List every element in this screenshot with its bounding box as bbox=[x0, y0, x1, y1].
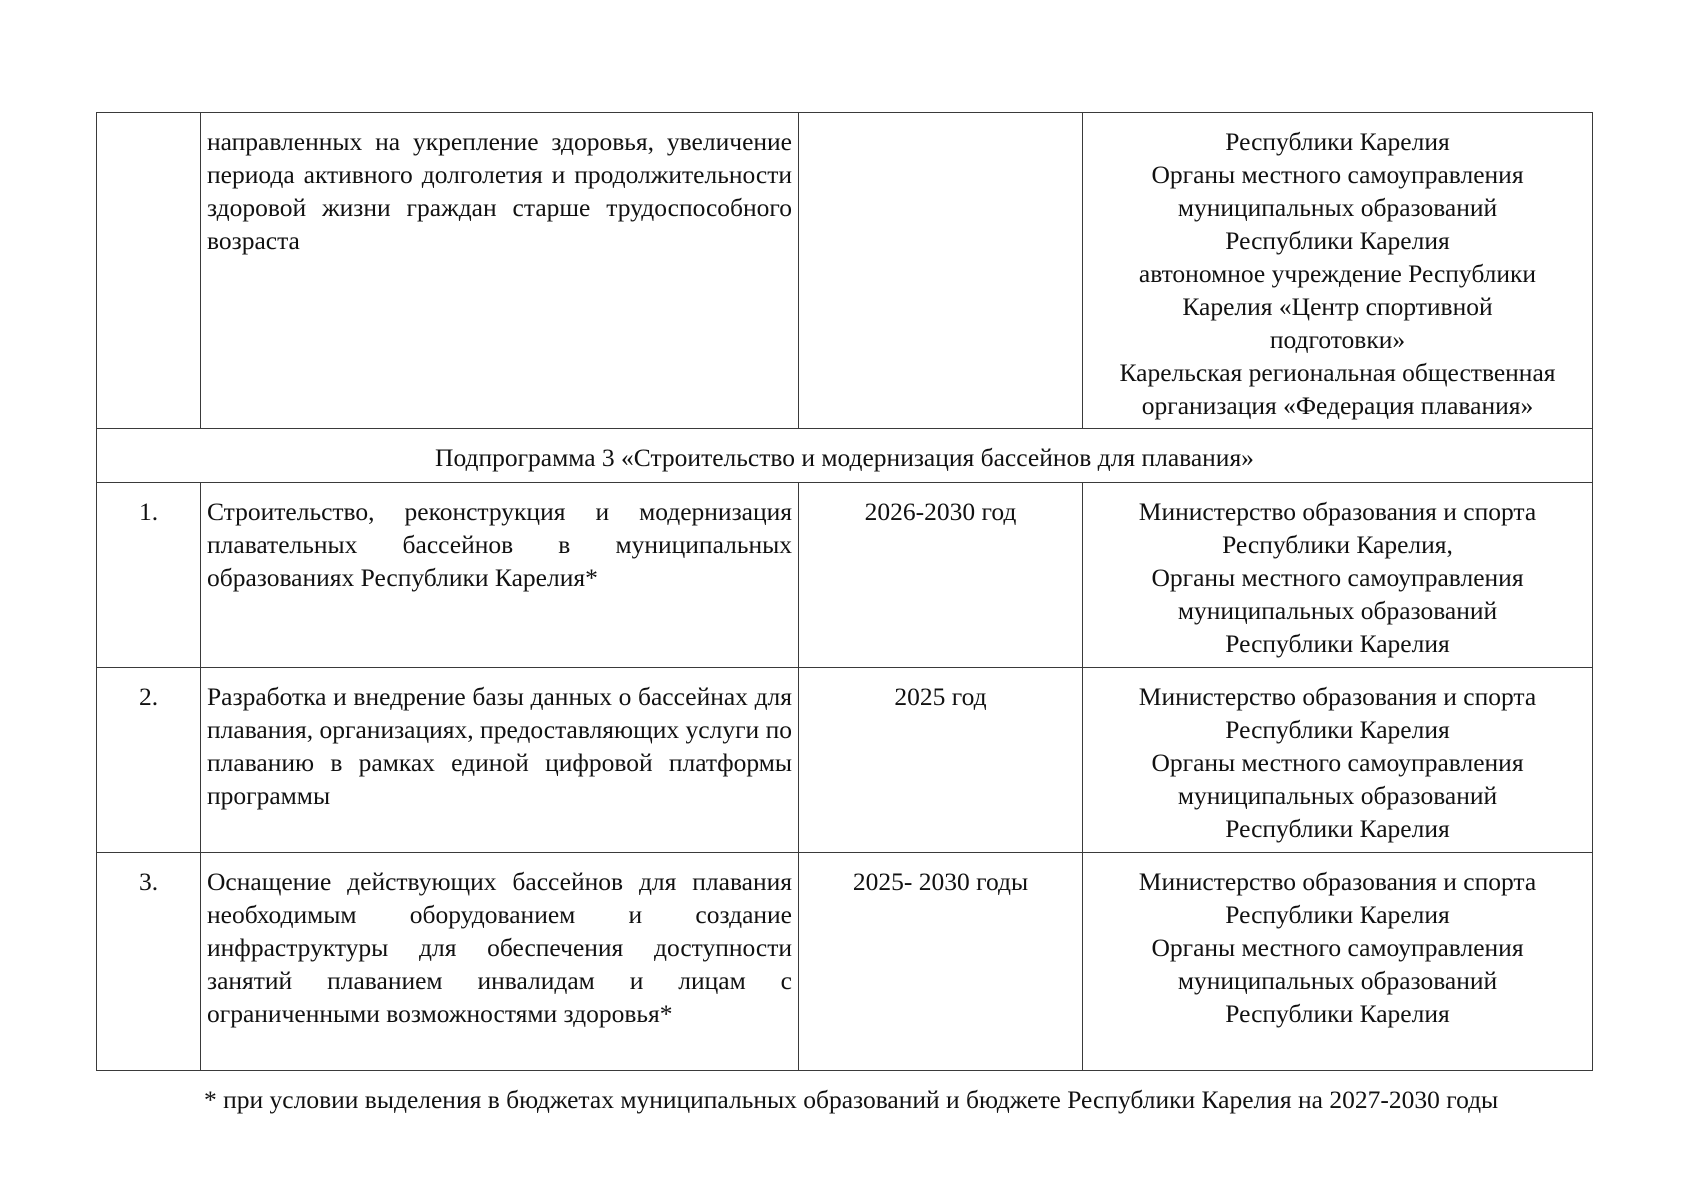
responsible-line: Республики Карелия bbox=[1225, 629, 1450, 658]
responsible-line: Республики Карелия, bbox=[1222, 530, 1453, 559]
term-cell: 2026-2030 год bbox=[799, 483, 1083, 668]
responsible-line: Органы местного самоуправления bbox=[1151, 160, 1524, 189]
table-row bbox=[97, 853, 1593, 1071]
term-cell: 2025- 2030 годы bbox=[799, 853, 1083, 1071]
responsible-line: автономное учреждение Республики bbox=[1138, 259, 1537, 288]
responsible-cell bbox=[1083, 483, 1593, 668]
responsible-line: Органы местного самоуправления bbox=[1151, 563, 1524, 592]
measure-text-cell: Разработка и внедрение базы данных о бассейнах для плавания, организациях, предоставляющих услуги по плаванию в рамках единой цифровой платформы программы bbox=[201, 668, 799, 853]
row-number-cell: 2. bbox=[97, 668, 201, 853]
responsible-line: организация «Федерация плавания» bbox=[1141, 391, 1534, 420]
measures-table bbox=[96, 112, 1593, 1071]
table-row bbox=[97, 113, 1593, 429]
measure-text-cell: Строительство, реконструкция и модернизация плавательных бассейнов в муниципальных образованиях Республики Карелия* bbox=[201, 483, 799, 668]
responsible-line: муниципальных образований bbox=[1177, 966, 1498, 995]
term-cell bbox=[799, 113, 1083, 429]
responsible-line: Республики Карелия bbox=[1225, 999, 1450, 1028]
responsible-line: Министерство образования и спорта bbox=[1138, 497, 1537, 526]
responsible-line: Республики Карелия bbox=[1225, 127, 1450, 156]
responsible-line: муниципальных образований bbox=[1177, 193, 1498, 222]
responsible-cell bbox=[1083, 668, 1593, 853]
measure-text-cell: Оснащение действующих бассейнов для плавания необходимым оборудованием и создание инфраструктуры для обеспечения доступности занятий плаванием инвалидам и лицам с ограниченными возможностями здоровья* bbox=[201, 853, 799, 1071]
responsible-line: Министерство образования и спорта bbox=[1138, 867, 1537, 896]
responsible-line: Республики Карелия bbox=[1225, 226, 1450, 255]
responsible-line: муниципальных образований bbox=[1177, 781, 1498, 810]
responsible-line: подготовки» bbox=[1269, 325, 1406, 354]
term-cell: 2025 год bbox=[799, 668, 1083, 853]
responsible-line: Органы местного самоуправления bbox=[1151, 748, 1524, 777]
measure-text-cell: направленных на укрепление здоровья, увеличение периода активного долголетия и продолжительности здоровой жизни граждан старше трудоспособного возраста bbox=[201, 113, 799, 429]
responsible-line: Карелия «Центр спортивной bbox=[1182, 292, 1493, 321]
row-number-cell: 3. bbox=[97, 853, 201, 1071]
table-row bbox=[97, 668, 1593, 853]
responsible-line: Республики Карелия bbox=[1225, 814, 1450, 843]
responsible-cell bbox=[1083, 113, 1593, 429]
table-row bbox=[97, 483, 1593, 668]
responsible-line: муниципальных образований bbox=[1177, 596, 1498, 625]
responsible-line: Республики Карелия bbox=[1225, 715, 1450, 744]
responsible-cell bbox=[1083, 853, 1593, 1071]
subprogram-header-row bbox=[97, 429, 1593, 483]
responsible-line: Органы местного самоуправления bbox=[1151, 933, 1524, 962]
responsible-line: Министерство образования и спорта bbox=[1138, 682, 1537, 711]
row-number-cell bbox=[97, 113, 201, 429]
responsible-line: Карельская региональная общественная bbox=[1119, 358, 1556, 387]
subprogram-title: Подпрограмма 3 «Строительство и модернизация бассейнов для плавания» bbox=[97, 429, 1593, 483]
row-number-cell: 1. bbox=[97, 483, 201, 668]
footnote: * при условии выделения в бюджетах муниципальных образований и бюджете Республики Карелия на 2027-2030 годы bbox=[204, 1085, 1499, 1114]
responsible-line: Республики Карелия bbox=[1225, 900, 1450, 929]
